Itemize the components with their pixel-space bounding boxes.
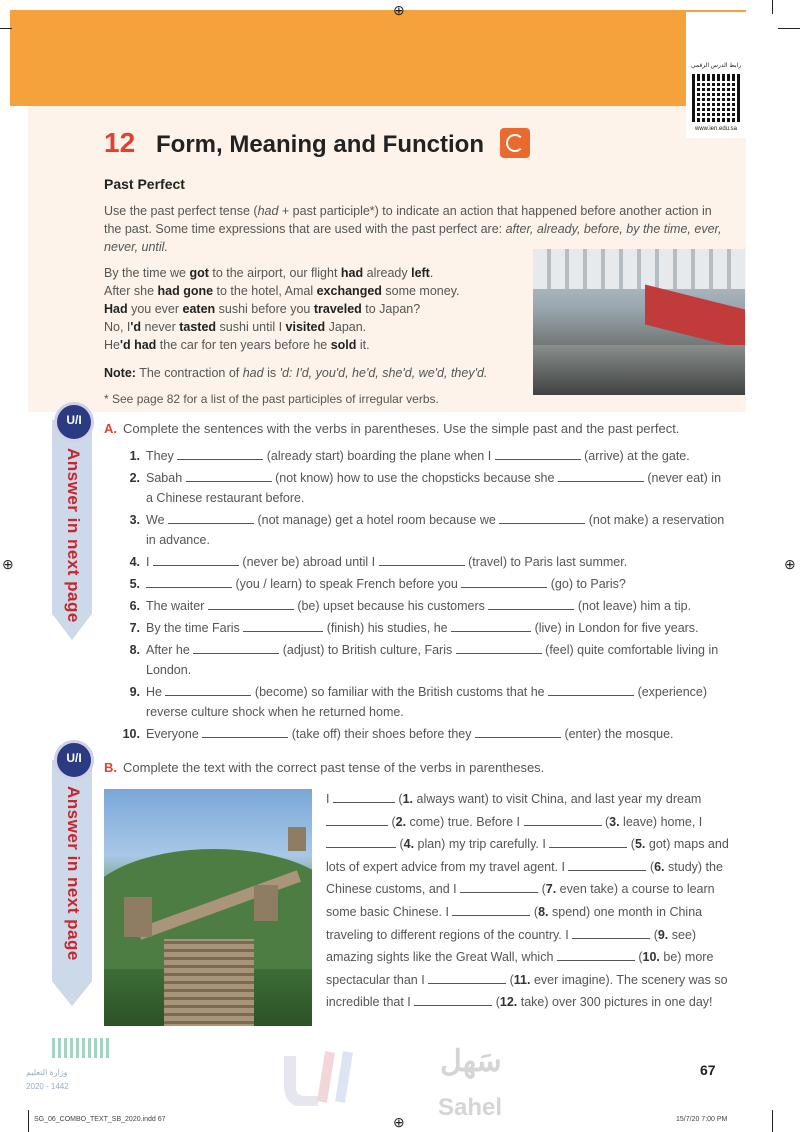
answer-blank[interactable] — [456, 641, 542, 654]
sahel-arabic-wordmark: سَهل — [440, 1045, 502, 1078]
lesson-number: 12 — [104, 127, 136, 158]
answer-blank[interactable] — [168, 511, 254, 524]
answer-blank[interactable] — [146, 575, 232, 588]
answer-blank[interactable] — [333, 790, 395, 803]
example-sentence: By the time we got to the airport, our flight had already left. — [104, 266, 434, 280]
example-sentence: He'd had the car for ten years before he sold it. — [104, 338, 370, 352]
answer-blank[interactable] — [186, 469, 272, 482]
answer-blank[interactable] — [326, 813, 388, 826]
answer-blank[interactable] — [193, 641, 279, 654]
exercise-b-passage: I (1. always want) to visit China, and last year my dream (2. come) true. Before I (3. leave) home, I (4. plan) my trip carefully. I (5. got) maps and lots of expert advice from my travel agent. I (6. study) the Chinese customs, and I (7. even take) a course to learn some basic Chinese. I (8. spend) one month in China traveling to different regions of the country. I (9. see) amazing sights like the Great Wall, which (10. be) more spectacular than I (11. ever imagine). The scenery was so incredible that I (12. take) over 300 pictures in one day! — [326, 792, 729, 1010]
answer-blank[interactable] — [379, 553, 465, 566]
exercise-item: 3. We (not manage) get a hotel room because we (not make) a reservation in advance. — [129, 513, 725, 547]
example-list — [104, 264, 524, 354]
answer-link[interactable]: Answer in next page — [64, 448, 83, 623]
qr-url: www.ien.edu.sa — [694, 126, 738, 132]
grammar-note: Note: The contraction of had is 'd: I'd, you'd, he'd, she'd, we'd, they'd. — [104, 366, 488, 380]
answer-blank[interactable] — [495, 447, 581, 460]
answer-blank[interactable] — [452, 903, 530, 916]
exercise-a-list — [116, 446, 726, 746]
grammar-intro: Use the past perfect tense (had + past participle*) to indicate an action that happened before another action in the past. Some time expressions that are used with the past perfect are: after, already, before, by the time, ever, never, until. — [104, 204, 722, 254]
example-sentence: No, I'd never tasted sushi until I visited Japan. — [104, 320, 367, 334]
exercise-item: 7. By the time Faris (finish) his studies, he (live) in London for five years. — [129, 621, 699, 635]
answer-blank[interactable] — [326, 835, 396, 848]
answer-link[interactable]: Answer in next page — [64, 786, 83, 961]
see-note: * See page 82 for a list of the past participles of irregular verbs. — [104, 392, 439, 406]
answer-blank[interactable] — [428, 971, 506, 984]
ministry-logo: وزارة التعليم 2020 - 1442 — [26, 1038, 126, 1098]
exercise-item: 9. He (become) so familiar with the British customs that he (experience) reverse culture shock when he returned home. — [129, 685, 708, 719]
page-number: 67 — [700, 1062, 716, 1078]
print-date: 15/7/20 7:00 PM — [676, 1116, 728, 1123]
answer-blank[interactable] — [548, 683, 634, 696]
trim-mark — [0, 28, 12, 29]
sahel-wordmark: Sahel — [438, 1094, 503, 1121]
trim-mark — [772, 1110, 773, 1132]
example-sentence: Had you ever eaten sushi before you traveled to Japan? — [104, 302, 421, 316]
answer-blank[interactable] — [202, 725, 288, 738]
registration-mark-icon: ⊕ — [393, 1114, 405, 1130]
answer-blank[interactable] — [414, 993, 492, 1006]
swirl-icon — [500, 128, 530, 158]
answer-blank[interactable] — [153, 553, 239, 566]
answer-blank[interactable] — [549, 835, 627, 848]
qr-label: رابط الدرس الرقمي — [690, 63, 742, 69]
example-sentence: After she had gone to the hotel, Amal exchanged some money. — [104, 284, 460, 298]
answer-blank[interactable] — [558, 469, 644, 482]
answer-blank[interactable] — [177, 447, 263, 460]
answer-blank[interactable] — [165, 683, 251, 696]
answer-blank[interactable] — [475, 725, 561, 738]
registration-mark-icon: ⊕ — [2, 556, 14, 572]
exercise-item: 1. They (already start) boarding the plane when I (arrive) at the gate. — [129, 449, 690, 463]
answer-blank[interactable] — [572, 926, 650, 939]
qr-code-icon[interactable] — [692, 74, 740, 122]
grammar-heading: Past Perfect — [104, 176, 185, 192]
qr-code-panel[interactable] — [686, 12, 746, 138]
file-name: SG_06_COMBO_TEXT_SB_2020.indd 67 — [34, 1116, 166, 1123]
exercise-item: 4. I (never be) abroad until I (travel) to Paris last summer. — [129, 555, 628, 569]
answer-blank[interactable] — [499, 511, 585, 524]
registration-mark-icon: ⊕ — [393, 2, 405, 18]
answer-blank[interactable] — [524, 813, 602, 826]
great-wall-photo — [104, 789, 312, 1026]
sahel-logo-icon — [282, 1046, 362, 1106]
answer-blank[interactable] — [208, 597, 294, 610]
answer-blank[interactable] — [557, 948, 635, 961]
answer-blank[interactable] — [461, 575, 547, 588]
header-band — [10, 10, 746, 106]
sahel-badge-icon: U/I — [54, 740, 94, 780]
answer-blank[interactable] — [488, 597, 574, 610]
answer-blank[interactable] — [460, 880, 538, 893]
registration-mark-icon: ⊕ — [784, 556, 796, 572]
answer-blank[interactable] — [243, 619, 323, 632]
exercise-item: 5. (you / learn) to speak French before you (go) to Paris? — [129, 577, 626, 591]
exercise-item: 2. Sabah (not know) how to use the chopsticks because she (never eat) in a Chinese restaurant before. — [129, 471, 722, 505]
trim-mark — [778, 28, 800, 29]
exercise-item: 6. The waiter (be) upset because his customers (not leave) him a tip. — [129, 599, 692, 613]
trim-mark — [28, 1110, 29, 1132]
answer-blank[interactable] — [568, 858, 646, 871]
sahel-badge-icon: U/I — [54, 402, 94, 442]
exercise-b-instruction: B. Complete the text with the correct past tense of the verbs in parentheses. — [104, 760, 545, 775]
lesson-title: Form, Meaning and Function — [156, 131, 484, 158]
exercise-item: 8. After he (adjust) to British culture, Faris (feel) quite comfortable living in London. — [129, 643, 719, 677]
exercise-item: 10. Everyone (take off) their shoes before they (enter) the mosque. — [122, 727, 674, 741]
trim-mark — [772, 0, 773, 14]
airport-photo — [533, 249, 745, 395]
answer-blank[interactable] — [451, 619, 531, 632]
exercise-a-instruction: A. Complete the sentences with the verbs in parentheses. Use the simple past and the past perfect. — [104, 421, 680, 436]
